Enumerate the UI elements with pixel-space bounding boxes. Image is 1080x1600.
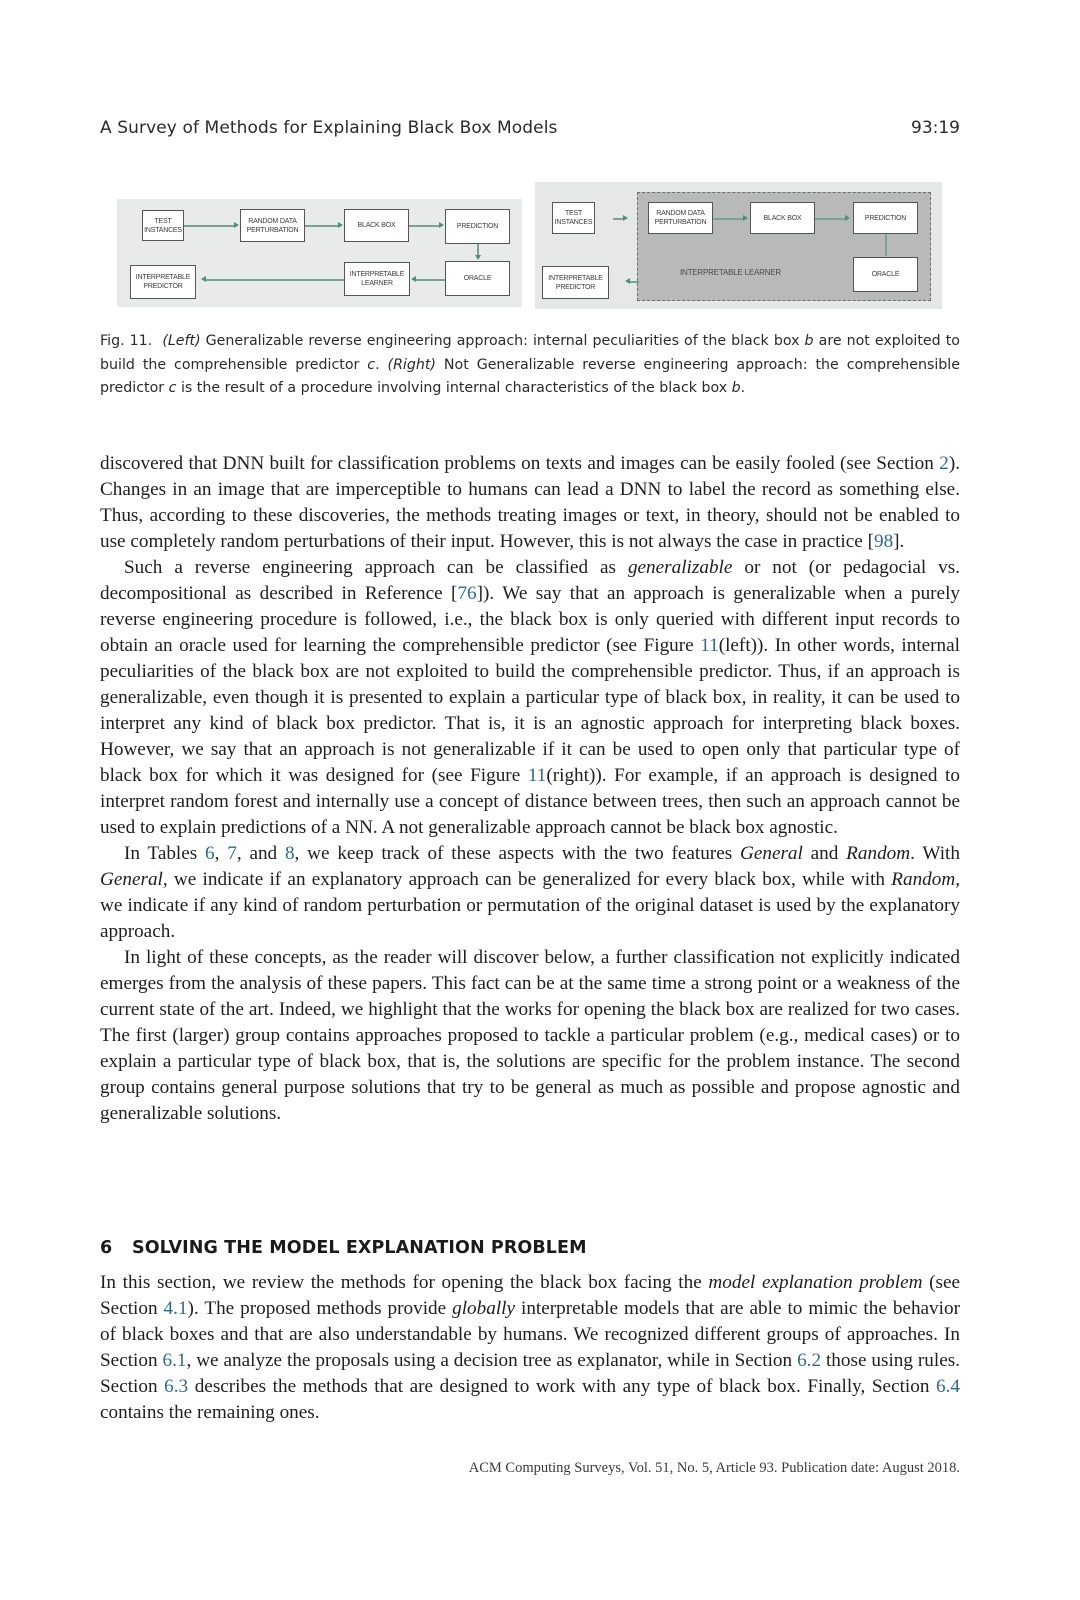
caption-left-tag: (Left): [162, 333, 201, 349]
caption-label: Fig. 11.: [100, 333, 153, 349]
paragraph: [100, 1270, 960, 1426]
table-link[interactable]: 7: [227, 843, 237, 864]
arrowhead-icon: [201, 276, 206, 282]
arrowhead-icon: [411, 276, 416, 282]
emphasis: General: [100, 869, 163, 890]
section-link[interactable]: 4.1: [163, 1298, 188, 1319]
box-interpretable-learner: INTERPRETABLE LEARNER: [344, 262, 410, 296]
emphasis: generalizable: [627, 557, 733, 578]
arrow: [415, 279, 445, 281]
figure-caption: Fig. 11. (Left) Generalizable reverse engineering approach: internal peculiarities of the black box b are not exploited to build the comprehensible predictor c. (Right) Not Generalizable reverse engineering approach: the comprehensible predictor c is the result of a procedure involving internal characteristics of the black box b.: [100, 333, 960, 396]
arrowhead-icon: [338, 222, 343, 228]
page-number: 93:19: [911, 118, 960, 138]
text: , we indicate if any kind of random perturbation or permutation of the original dataset is used by the explanatory approach.: [100, 869, 960, 942]
text: Such a reverse engineering approach can be classified as: [124, 557, 628, 578]
text: (left)). In other words, internal peculiarities of the black box are not exploited to build the comprehensible predictor. Thus, if an approach is generalizable, even though it is presented to explain a particular type of black box, in reality, it can be used to interpret any kind of black box predictor. That is, it is an agnostic approach for interpreting black boxes. However, we say that an approach is not generalizable if it can be used to open only that particular type of black box for which it was designed for (see Figure: [100, 635, 960, 786]
text: , and: [236, 843, 285, 864]
paragraph: [100, 841, 960, 945]
text: , we keep track of these aspects with the two features: [294, 843, 740, 864]
box-black-box: BLACK BOX: [344, 209, 409, 242]
caption-text: are not exploited to build the comprehensible predictor: [100, 333, 960, 373]
box-random-data-perturbation: RANDOM DATA PERTURBATION: [648, 202, 713, 234]
citation-link[interactable]: 76: [457, 583, 477, 604]
text: those using rules. Section: [100, 1350, 960, 1397]
running-title: A Survey of Methods for Explaining Black Box Models: [100, 118, 558, 138]
box-random-data-perturbation: RANDOM DATA PERTURBATION: [240, 209, 305, 242]
text: (right)). For example, if an approach is designed to interpret random forest and internally use a concept of distance between trees, then such an approach cannot be used to explain predictions of a NN. A not generalizable approach cannot be black box agnostic.: [100, 765, 960, 838]
section-heading: [100, 1238, 960, 1258]
emphasis: General: [739, 843, 803, 864]
arrow: [629, 281, 639, 283]
section-title: SOLVING THE MODEL EXPLANATION PROBLEM: [132, 1238, 587, 1258]
page-footer: ACM Computing Surveys, Vol. 51, No. 5, Article 93. Publication date: August 2018.: [468, 1460, 960, 1476]
arrowhead-icon: [625, 278, 630, 284]
box-test-instances: TEST INSTANCES: [552, 202, 595, 234]
arrow: [815, 218, 845, 220]
arrow: [613, 218, 623, 220]
table-link[interactable]: 6: [205, 843, 215, 864]
text: , we indicate if an explanatory approach can be generalized for every black box, while with: [162, 869, 892, 890]
citation-link[interactable]: 98: [873, 531, 894, 552]
text: contains the remaining ones.: [100, 1402, 320, 1423]
arrowhead-icon: [234, 222, 239, 228]
text: ,: [214, 843, 228, 864]
emphasis: Random: [891, 869, 956, 890]
arrowhead-icon: [623, 215, 628, 221]
text: . With: [910, 843, 960, 864]
paragraph: [100, 555, 960, 841]
section-link[interactable]: 2: [939, 453, 949, 474]
arrowhead-icon: [743, 215, 748, 221]
text: or not (or pedagocial vs. decompositional as described in Reference [: [100, 557, 960, 604]
figure-11: [100, 180, 960, 315]
section-link[interactable]: 6.1: [162, 1350, 187, 1371]
arrowhead-icon: [845, 215, 850, 221]
caption-var: c: [168, 380, 177, 396]
section-link[interactable]: 6.3: [164, 1376, 189, 1397]
section-link[interactable]: 6.4: [936, 1376, 960, 1397]
arrow: [184, 225, 234, 227]
text: discovered that DNN built for classification problems on texts and images can be easily fooled (see Section: [100, 453, 940, 474]
figure-left-panel: [117, 199, 522, 307]
caption-text: is the result of a procedure involving internal characteristics of the black box: [180, 380, 728, 396]
paragraph: [100, 451, 960, 555]
box-prediction: PREDICTION: [853, 202, 918, 234]
region-label: INTERPRETABLE LEARNER: [680, 268, 782, 277]
caption-var: b: [731, 380, 741, 396]
arrow: [885, 234, 887, 256]
text: interpretable models that are able to mimic the behavior of black boxes and that are also understandable by humans. We recognized different groups of approaches. In Section: [100, 1298, 960, 1371]
box-oracle: ORACLE: [853, 257, 918, 292]
emphasis: Random: [846, 843, 911, 864]
figure-right-panel: [535, 182, 942, 309]
section-link[interactable]: 6.2: [797, 1350, 822, 1371]
emphasis: model explanation problem: [708, 1272, 923, 1293]
emphasis: globally: [452, 1298, 516, 1319]
text: ].: [893, 531, 905, 552]
section-number: 6: [100, 1238, 113, 1258]
paragraph: In light of these concepts, as the reader will discover below, a further classification not explicitly indicated emerges from the analysis of these papers. This fact can be at the same time a strong point or a weakness of the current state of the art. Indeed, we highlight that the works for opening the black box are realized for two cases. The first (larger) group contains approaches proposed to tackle a particular problem (e.g., medical cases) or to explain a particular type of black box, that is, the solutions are specific for the problem instance. The second group contains general purpose solutions that try to be general as much as possible and propose agnostic and generalizable solutions.: [100, 947, 960, 1124]
figure-link[interactable]: 11: [527, 765, 547, 786]
caption-text: Not Generalizable reverse engineering approach: the comprehensible predictor: [100, 356, 960, 396]
arrow: [205, 279, 344, 281]
box-interpretable-predictor: INTERPRETABLE PREDICTOR: [542, 266, 609, 299]
box-oracle: ORACLE: [445, 261, 510, 296]
arrowhead-icon: [475, 255, 481, 260]
text: ]). We say that an approach is generalizable when a purely reverse engineering procedure is followed, i.e., the black box is only queried with different input records to obtain an oracle used for learning the comprehensible predictor (see Figure: [100, 583, 960, 656]
section-body: [100, 1270, 960, 1426]
text: In Tables: [124, 843, 206, 864]
text: describes the methods that are designed to work with any type of black box. Finally, Section: [188, 1376, 937, 1397]
box-black-box: BLACK BOX: [750, 202, 815, 234]
box-prediction: PREDICTION: [445, 209, 510, 244]
table-link[interactable]: 8: [284, 843, 295, 864]
text: (see Section: [100, 1272, 960, 1319]
arrow: [305, 225, 338, 227]
running-header: [100, 118, 960, 144]
text: and: [802, 843, 847, 864]
text: ). The proposed methods provide: [187, 1298, 453, 1319]
text: ). Changes in an image that are imperceptible to humans can lead a DNN to label the record as something else. Thus, according to these discoveries, the methods treating images or text, in theory, should not be enabled to use completely random perturbations of their input. However, this is not always the case in practice [: [100, 453, 960, 552]
arrow: [409, 225, 439, 227]
box-test-instances: TEST INSTANCES: [142, 210, 184, 241]
caption-right-tag: (Right): [387, 356, 436, 373]
caption-var: c: [367, 356, 376, 373]
body-paragraphs: [100, 451, 960, 1127]
caption-text: .: [740, 380, 746, 396]
arrow: [713, 218, 743, 220]
caption-text: Generalizable reverse engineering approach: internal peculiarities of the black box: [205, 333, 800, 349]
figure-link[interactable]: 11: [700, 635, 719, 656]
text: In this section, we review the methods for opening the black box facing the: [100, 1272, 709, 1293]
box-interpretable-predictor: INTERPRETABLE PREDICTOR: [130, 265, 196, 299]
caption-var: b: [804, 333, 814, 349]
text: , we analyze the proposals using a decision tree as explanator, while in Section: [186, 1350, 798, 1371]
arrowhead-icon: [439, 222, 444, 228]
